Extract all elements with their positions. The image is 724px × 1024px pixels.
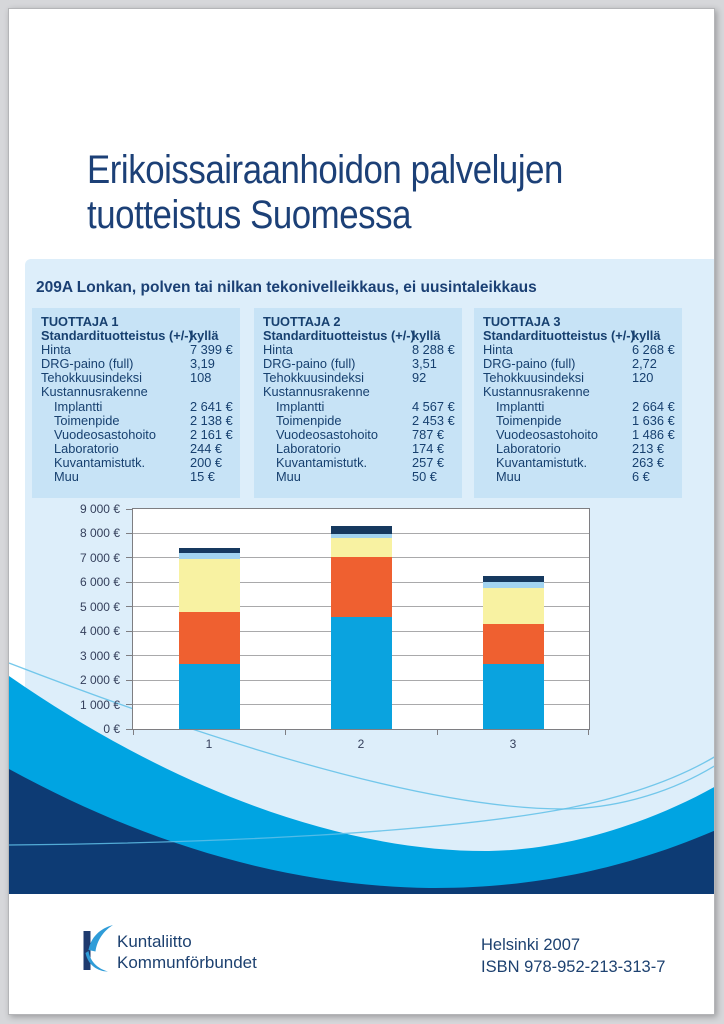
row-label: Muu [276,469,301,485]
panel-row [263,456,462,470]
panel-row [263,400,462,414]
row-value: 7 399 € [190,342,233,358]
kuntaliitto-logo-icon [80,925,114,972]
standardisation-row [41,329,240,343]
producer-panel-2 [254,308,462,498]
bar-1-segment-toimenpide [179,612,240,664]
chart-plot-area [79,502,590,751]
row-label: Tehokkuusindeksi [41,370,143,386]
panel-row [483,371,682,385]
row-value: 263 € [632,454,665,470]
x-axis-tick [588,730,589,735]
panel-row [41,343,240,357]
panel-row [483,428,682,442]
panel-row [41,470,240,484]
producer-name: TUOTTAJA 3 [483,314,561,329]
bar-3-segment-kuvantamistutk- [483,576,544,582]
panel-row [483,400,682,414]
row-label: Vuodeosastohoito [54,426,156,442]
panel-row [483,456,682,470]
imprint-isbn: ISBN 978-952-213-313-7 [481,958,666,976]
panel-row [483,343,682,357]
row-value: 2 453 € [412,412,455,428]
bar-2-segment-toimenpide [331,557,392,617]
row-label: Muu [54,469,79,485]
row-label: DRG-paino (full) [263,356,356,372]
bar-2-segment-implantti [331,617,392,729]
bar-2-segment-vuodeosastohoito [331,538,392,557]
x-axis-label: 1 [205,737,213,751]
x-axis-tick [133,730,134,735]
bar-2-segment-laboratorio [331,534,392,538]
y-axis-tick [126,582,132,583]
row-value: 244 € [190,440,223,456]
panel-row [483,414,682,428]
row-label: Implantti [276,398,325,414]
bar-3-segment-vuodeosastohoito [483,588,544,624]
row-value: 2,72 [632,356,657,372]
imprint [481,934,665,978]
row-label: Hinta [41,342,71,358]
row-value: 6 € [632,469,650,485]
row-label: Implantti [496,398,545,414]
logo-text [117,932,257,973]
panel-row [483,357,682,371]
standardisation-value: kyllä [632,328,661,344]
y-axis-tick [126,729,132,730]
y-axis-tick [126,631,132,632]
bar-3-segment-laboratorio [483,582,544,587]
panel-row [41,442,240,456]
row-label: Hinta [483,342,513,358]
row-value: 3,19 [190,356,215,372]
section-heading: 209A Lonkan, polven tai nilkan tekonivelleikkaus, ei uusintaleikkaus [36,279,537,296]
y-axis-label: 1 000 € [79,697,120,712]
panel-row [483,385,682,399]
bar-2-segment-kuvantamistutk- [331,528,392,534]
bar-1-segment-implantti [179,664,240,729]
row-label: Vuodeosastohoito [496,426,598,442]
y-axis-label: 4 000 € [79,624,120,639]
row-value: 92 [412,370,427,386]
panel-row [41,456,240,470]
row-label: Kustannusrakenne [263,384,370,400]
y-axis-tick [126,533,132,534]
panel-row [41,414,240,428]
row-label: Toimenpide [276,412,342,428]
cover-page [8,8,715,1015]
panel-row [263,343,462,357]
standardisation-row [483,329,682,343]
row-label: Kustannusrakenne [483,384,590,400]
logo-bar [84,931,91,970]
producer-name: TUOTTAJA 1 [41,314,119,329]
row-label: DRG-paino (full) [483,356,576,372]
row-label: Laboratorio [54,440,119,456]
standardisation-label: Standardituotteistus (+/-) [483,328,635,344]
y-axis-tick [126,655,132,656]
y-axis-tick [126,557,132,558]
panel-row [483,442,682,456]
row-value: 2 138 € [190,412,233,428]
row-label: Tehokkuusindeksi [483,370,585,386]
row-value: 2 641 € [190,398,233,414]
bar-3-segment-implantti [483,664,544,729]
row-value: 120 [632,370,654,386]
bar-3-segment-toimenpide [483,624,544,664]
y-axis-tick [126,606,132,607]
y-axis-label: 0 € [103,722,120,736]
bar-2-segment-muu [331,526,392,527]
row-value: 50 € [412,469,437,485]
row-label: Toimenpide [54,412,120,428]
y-axis-tick [126,680,132,681]
page-title-line-2: tuotteistus Suomessa [87,193,412,237]
row-label: Implantti [54,398,103,414]
row-label: Kuvantamistutk. [54,454,146,470]
panel-row [263,442,462,456]
row-value: 108 [190,370,212,386]
row-value: 2 664 € [632,398,675,414]
logo-text-line-1: Kuntaliitto [117,932,192,951]
row-label: Kuvantamistutk. [276,454,368,470]
y-axis-label: 9 000 € [79,502,120,516]
row-value: 1 636 € [632,412,675,428]
y-axis-tick [126,509,132,510]
row-label: Laboratorio [496,440,561,456]
page-title [87,148,563,238]
logo-upper-swoosh [89,925,114,952]
y-axis-label: 3 000 € [79,648,120,663]
row-value: 6 268 € [632,342,675,358]
x-axis-tick [437,730,438,735]
row-value: 4 567 € [412,398,455,414]
panel-row [41,371,240,385]
panel-row [263,385,462,399]
row-label: Muu [496,469,521,485]
row-label: Toimenpide [496,412,562,428]
producer-name: TUOTTAJA 2 [263,314,341,329]
row-label: Vuodeosastohoito [276,426,378,442]
standardisation-label: Standardituotteistus (+/-) [263,328,415,344]
row-label: Kustannusrakenne [41,384,148,400]
panel-row [263,357,462,371]
row-value: 213 € [632,440,665,456]
y-axis-label: 7 000 € [79,550,120,565]
panel-row [41,428,240,442]
row-value: 200 € [190,454,223,470]
y-axis-tick [126,704,132,705]
panel-row [263,470,462,484]
x-axis-label: 3 [509,737,517,751]
row-label: Hinta [263,342,293,358]
panel-row [263,371,462,385]
row-label: Laboratorio [276,440,341,456]
panel-row [263,414,462,428]
row-value: 15 € [190,469,215,485]
bar-1-segment-laboratorio [179,553,240,559]
row-value: 787 € [412,426,445,442]
panel-row [41,385,240,399]
panel-row [41,357,240,371]
y-axis-label: 5 000 € [79,599,120,614]
bar-1-segment-vuodeosastohoito [179,559,240,612]
page-title-line-1: Erikoissairaanhoidon palvelujen [87,148,563,192]
y-axis-label: 2 000 € [79,673,120,688]
y-axis-label: 8 000 € [79,526,120,541]
row-label: Kuvantamistutk. [496,454,588,470]
x-axis-label: 2 [357,737,365,751]
stacked-bar-chart [79,502,588,768]
panel-row [263,428,462,442]
producer-panel-1 [32,308,240,498]
row-label: DRG-paino (full) [41,356,134,372]
standardisation-value: kyllä [412,328,441,344]
x-axis-tick [285,730,286,735]
panel-row [41,400,240,414]
logo-text-line-2: Kommunförbundet [117,952,257,972]
y-axis-label: 6 000 € [79,575,120,590]
producer-panel-3 [474,308,682,498]
row-value: 257 € [412,454,445,470]
bar-1-segment-kuvantamistutk- [179,549,240,554]
row-value: 1 486 € [632,426,675,442]
row-value: 8 288 € [412,342,455,358]
row-value: 3,51 [412,356,437,372]
panel-row [483,470,682,484]
standardisation-value: kyllä [190,328,219,344]
standardisation-label: Standardituotteistus (+/-) [41,328,193,344]
row-value: 2 161 € [190,426,233,442]
row-label: Tehokkuusindeksi [263,370,365,386]
standardisation-row [263,329,462,343]
imprint-place-year: Helsinki 2007 [481,936,581,954]
row-value: 174 € [412,440,445,456]
